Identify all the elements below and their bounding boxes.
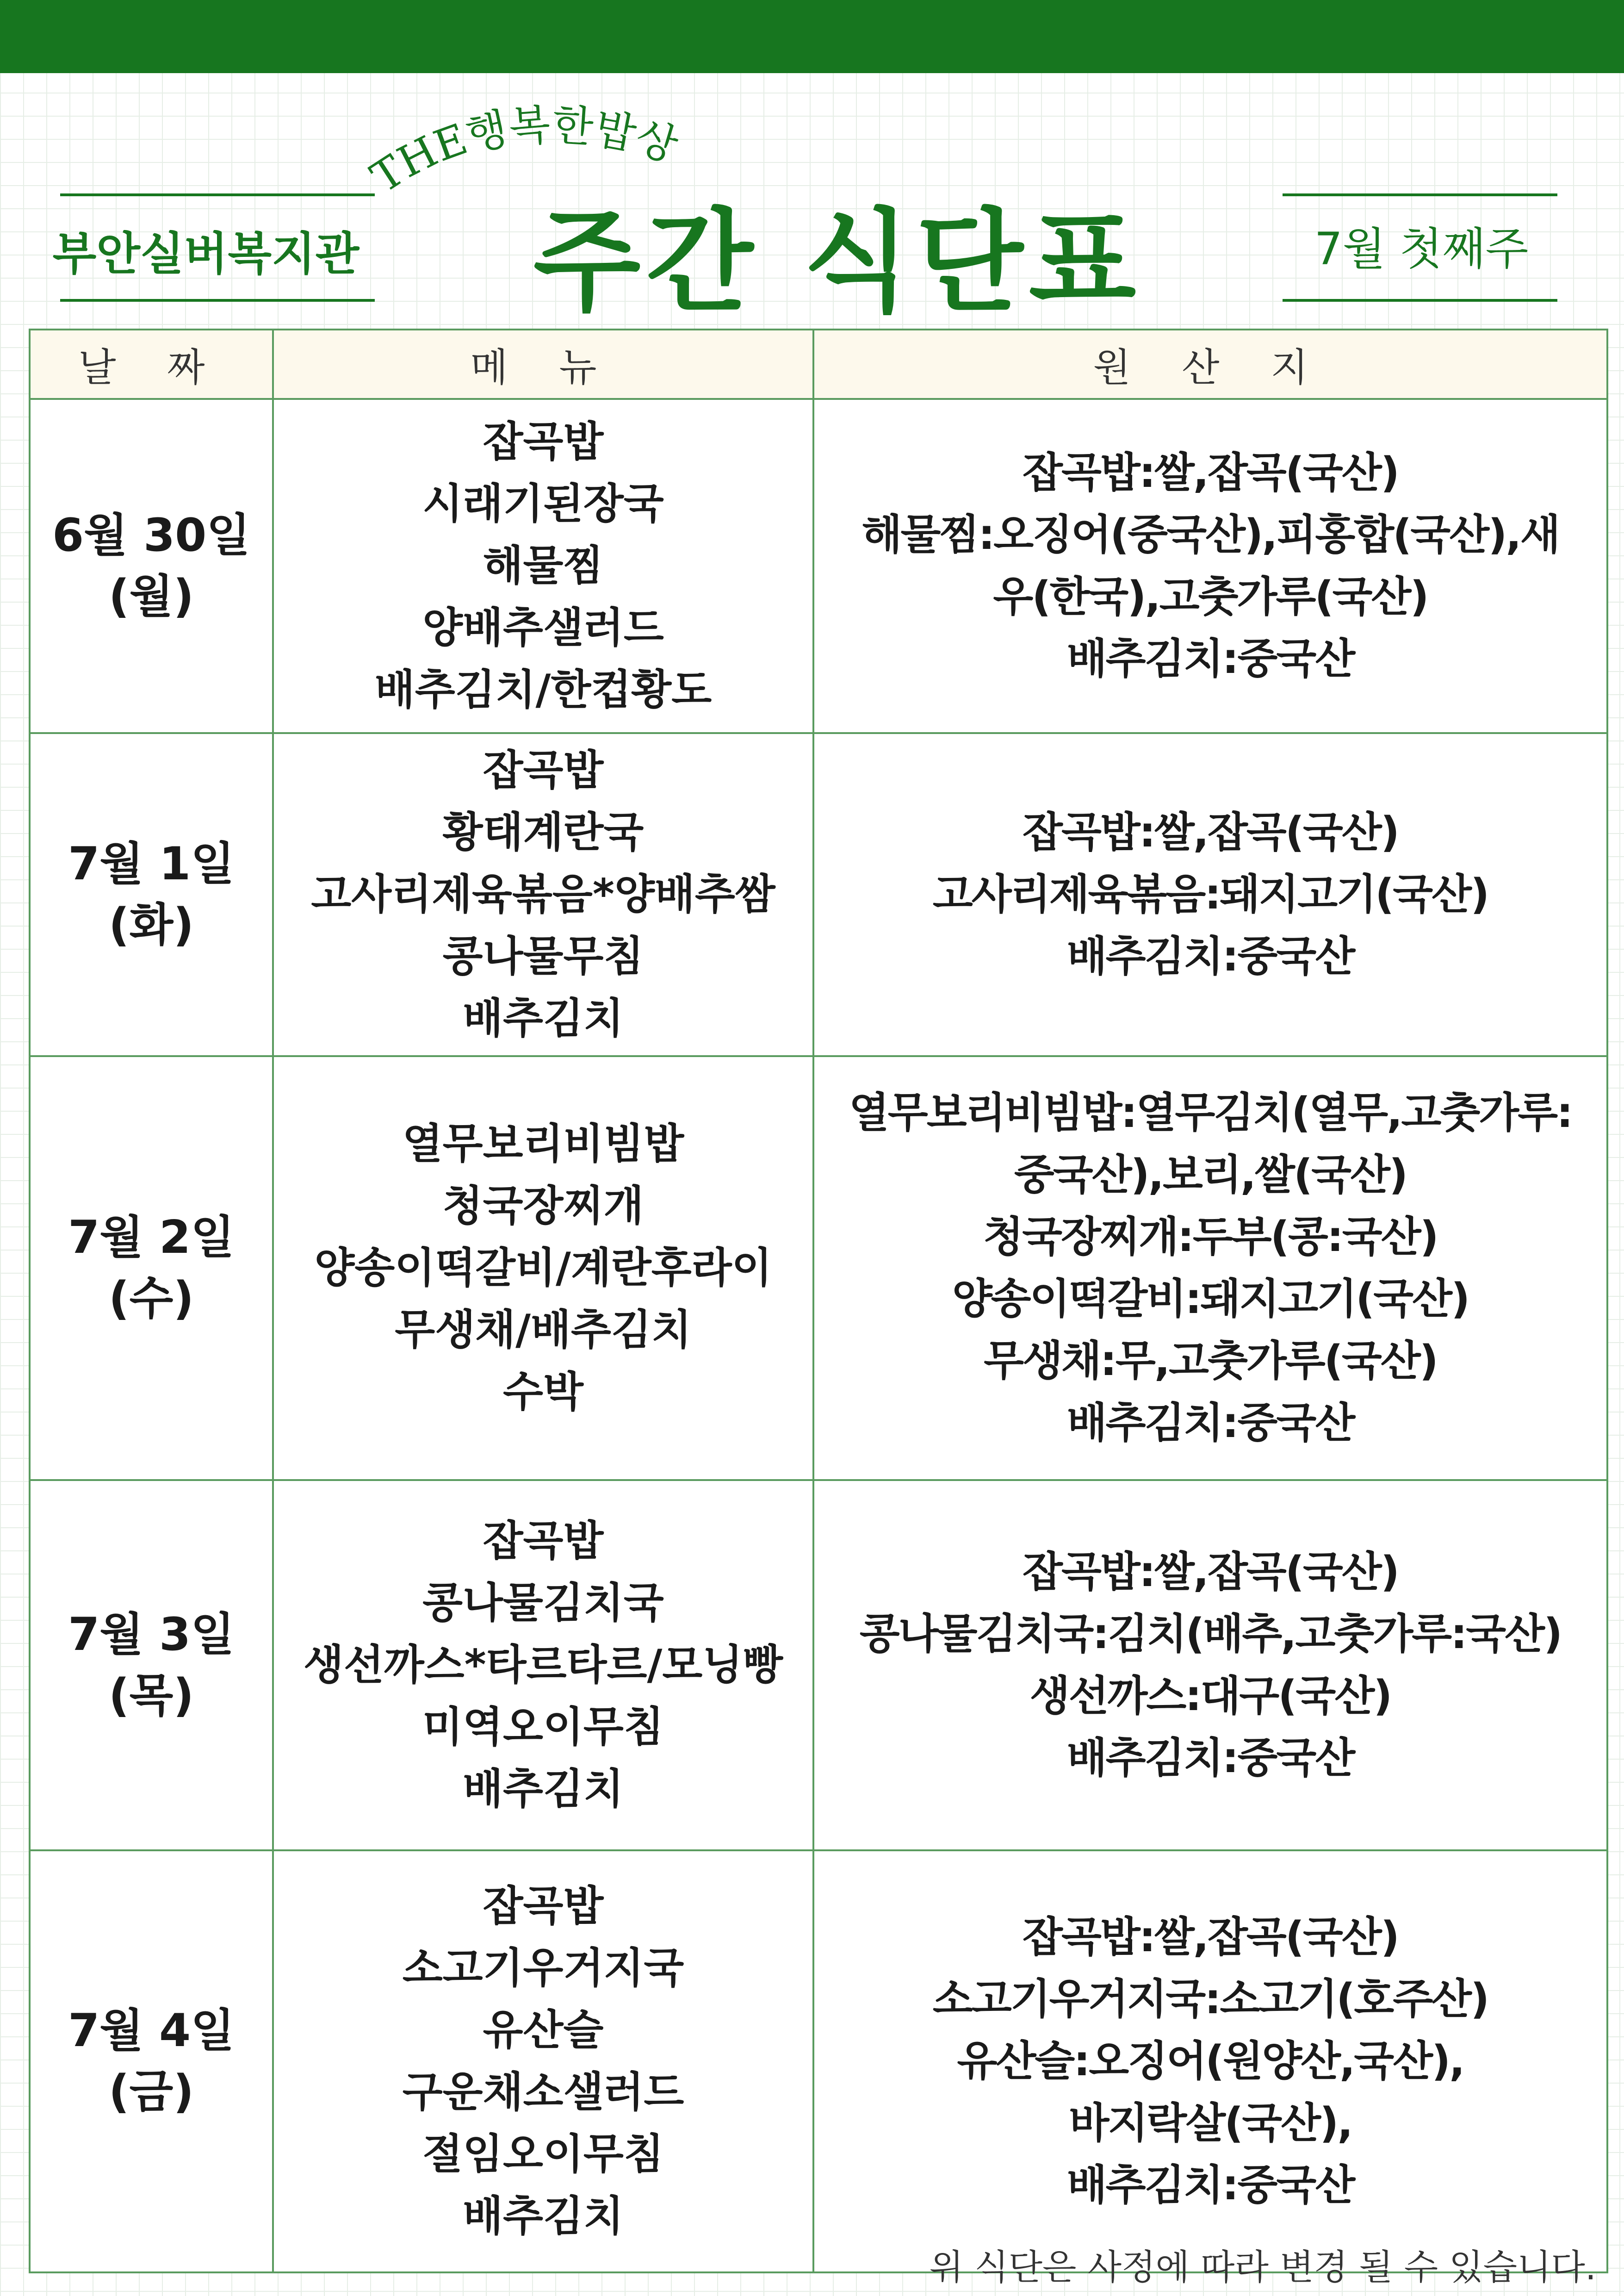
- menu-item: 수박: [503, 1368, 583, 1416]
- date-cell: [30, 399, 273, 733]
- origin-item: 배추김치:중국산: [1066, 1399, 1354, 1447]
- left-header-line-bottom: [60, 299, 375, 302]
- origin-item: 유산슬:오징어(원양산,국산),: [957, 2037, 1464, 2085]
- menu-item: 청국장찌개: [442, 1182, 644, 1230]
- date-text: 7월 3일: [68, 1608, 235, 1661]
- header-origin: 원 산 지: [813, 330, 1607, 399]
- origin-item: 바지락살(국산),: [1069, 2099, 1352, 2147]
- origin-item: 잡곡밥:쌀,잡곡(국산): [1023, 1913, 1398, 1961]
- menu-item: 배추김치: [463, 994, 624, 1043]
- origin-item: 잡곡밥:쌀,잡곡(국산): [1023, 808, 1398, 857]
- origin-item: 잡곡밥:쌀,잡곡(국산): [1023, 1548, 1398, 1596]
- top-banner: [0, 0, 1624, 73]
- origin-item: 열무보리비빔밥:열무김치(열무,고춧가루:: [849, 1089, 1572, 1137]
- origin-item: 해물찜:오징어(중국산),피홍합(국산),새: [862, 510, 1559, 559]
- menu-item: 콩나물무침: [442, 932, 644, 981]
- date-text: 7월 1일: [68, 838, 235, 890]
- right-header-line-top: [1283, 193, 1557, 196]
- origin-item: 소고기우거지국:소고기(호주산): [932, 1975, 1488, 2023]
- menu-item: 잡곡밥: [483, 1517, 604, 1565]
- origin-item: 무생채:무,고춧가루(국산): [984, 1337, 1437, 1385]
- menu-item: 고사리제육볶음*양배추쌈: [311, 870, 775, 919]
- menu-cell: [273, 1480, 813, 1850]
- footnote: 위 식단은 사정에 따라 변경 될 수 있습니다.: [929, 2246, 1596, 2288]
- day-text: (화): [108, 899, 194, 952]
- menu-cell: [273, 1850, 813, 2272]
- menu-item: 황태계란국: [442, 808, 644, 857]
- menu-cell: [273, 733, 813, 1056]
- origin-cell: [813, 1850, 1607, 2272]
- day-text: (목): [108, 1669, 194, 1722]
- menu-item: 콩나물김치국: [422, 1579, 664, 1627]
- origin-item: 잡곡밥:쌀,잡곡(국산): [1023, 448, 1398, 497]
- menu-item: 양배추샐러드: [422, 604, 664, 652]
- origin-item: 양송이떡갈비:돼지고기(국산): [952, 1275, 1469, 1323]
- header-menu: 메 뉴: [273, 330, 813, 399]
- page-title: 주간 식단표: [533, 197, 1142, 327]
- header-date: 날 짜: [30, 330, 273, 399]
- date-text: 7월 4일: [68, 2004, 235, 2057]
- menu-item: 소고기우거지국: [402, 1944, 684, 1992]
- date-text: 7월 2일: [68, 1211, 235, 1264]
- origin-item: 배추김치:중국산: [1066, 932, 1354, 981]
- origin-cell: [813, 1480, 1607, 1850]
- date-text: 6월 30일: [52, 509, 251, 562]
- menu-item: 배추김치: [463, 1765, 624, 1813]
- origin-item: 배추김치:중국산: [1066, 2161, 1354, 2209]
- table-row: [30, 1056, 1607, 1480]
- date-cell: [30, 1850, 273, 2272]
- date-cell: [30, 733, 273, 1056]
- origin-cell: [813, 733, 1607, 1056]
- subtitle-text: THE행복한밥상: [362, 100, 683, 203]
- menu-item: 배추김치/한컵황도: [374, 666, 712, 714]
- date-cell: [30, 1480, 273, 1850]
- origin-item: 생선까스:대구(국산): [1029, 1672, 1391, 1720]
- menu-item: 배추김치: [463, 2192, 624, 2240]
- org-name: 부안실버복지관: [52, 227, 360, 280]
- origin-item: 우(한국),고춧가루(국산): [993, 572, 1428, 621]
- table-row: [30, 399, 1607, 733]
- menu-item: 유산슬: [483, 2006, 604, 2054]
- weekly-menu-table: [29, 329, 1608, 2273]
- right-header-line-bottom: [1283, 299, 1557, 302]
- menu-item: 잡곡밥: [483, 746, 604, 795]
- menu-cell: [273, 1056, 813, 1480]
- menu-item: 잡곡밥: [483, 1882, 604, 1930]
- menu-item: 양송이떡갈비/계란후라이: [314, 1244, 772, 1292]
- day-text: (수): [108, 1272, 194, 1325]
- table-row: [30, 733, 1607, 1056]
- origin-item: 콩나물김치국:김치(배추,고춧가루:국산): [859, 1610, 1562, 1658]
- table-header-row: [30, 330, 1607, 399]
- menu-item: 시래기된장국: [422, 479, 664, 528]
- menu-item: 생선까스*타르타르/모닝빵: [303, 1641, 783, 1689]
- week-label: 7월 첫째주: [1314, 223, 1529, 275]
- origin-item: 배추김치:중국산: [1066, 635, 1354, 683]
- table-row: [30, 1850, 1607, 2272]
- day-text: (월): [108, 570, 194, 623]
- origin-item: 고사리제육볶음:돼지고기(국산): [932, 870, 1488, 919]
- menu-item: 무생채/배추김치: [395, 1306, 692, 1354]
- menu-item: 열무보리비빔밥: [402, 1120, 684, 1168]
- table-row: [30, 1480, 1607, 1850]
- menu-item: 절임오이무침: [422, 2130, 664, 2178]
- date-cell: [30, 1056, 273, 1480]
- menu-item: 해물찜: [483, 541, 604, 590]
- menu-item: 구운채소샐러드: [402, 2068, 684, 2116]
- menu-item: 잡곡밥: [483, 417, 604, 466]
- left-header-line-top: [60, 193, 375, 196]
- origin-item: 청국장찌개:두부(콩:국산): [983, 1213, 1438, 1261]
- menu-cell: [273, 399, 813, 733]
- origin-cell: [813, 399, 1607, 733]
- day-text: (금): [108, 2066, 194, 2118]
- origin-cell: [813, 1056, 1607, 1480]
- origin-item: 배추김치:중국산: [1066, 1734, 1354, 1782]
- menu-item: 미역오이무침: [422, 1703, 664, 1751]
- origin-item: 중국산),보리,쌀(국산): [1014, 1151, 1407, 1199]
